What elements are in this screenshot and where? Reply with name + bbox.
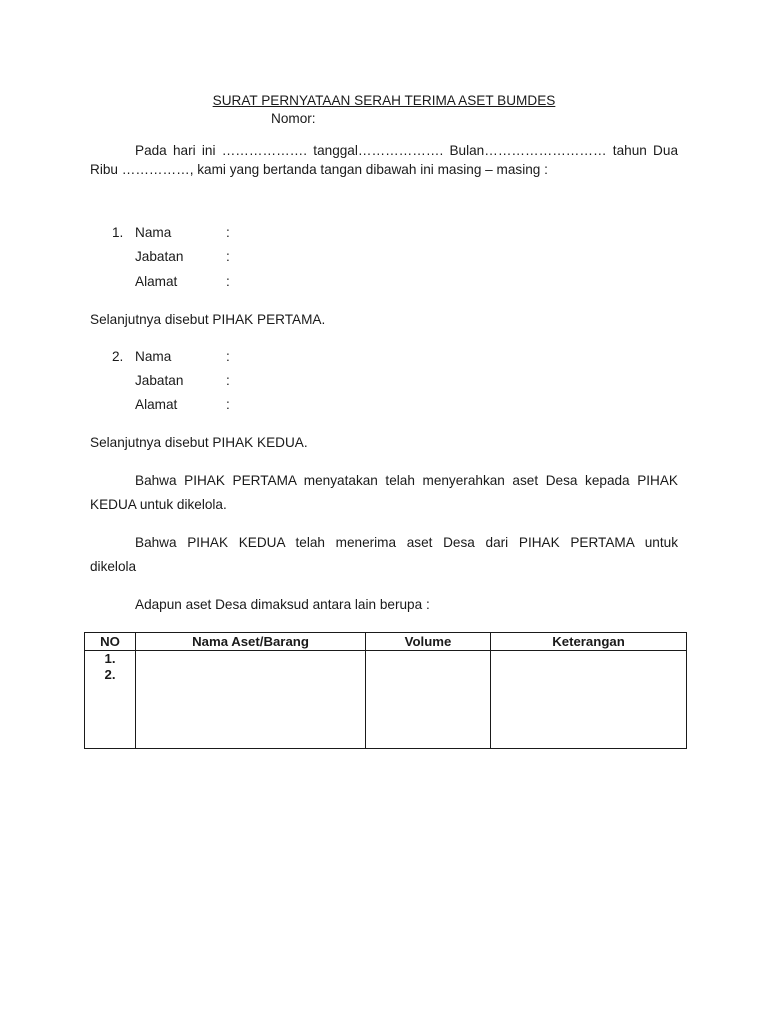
party-1-number: 1. xyxy=(112,225,124,240)
document-title: SURAT PERNYATAAN SERAH TERIMA ASET BUMDES xyxy=(212,93,556,108)
party-2-nama-colon: : xyxy=(226,349,230,364)
party-1-jabatan-label: Jabatan xyxy=(135,249,184,264)
party-2-alamat-colon: : xyxy=(226,397,230,412)
row-number-1: 1. xyxy=(104,651,116,666)
party-2-designation: Selanjutnya disebut PIHAK KEDUA. xyxy=(90,435,308,450)
document-number-label: Nomor: xyxy=(271,111,316,126)
asset-intro: Adapun aset Desa dimaksud antara lain berupa : xyxy=(135,597,430,612)
party-1-alamat-label: Alamat xyxy=(135,274,178,289)
statement-2-line-2: dikelola xyxy=(90,559,137,574)
row-number-cell xyxy=(85,651,136,749)
nama-aset-cell[interactable] xyxy=(136,651,366,749)
statement-2-line-1: Bahwa PIHAK KEDUA telah menerima aset Desa dari PIHAK PERTAMA untuk xyxy=(135,535,678,550)
volume-cell[interactable] xyxy=(366,651,491,749)
header-volume: Volume xyxy=(366,633,491,651)
row-number-2: 2. xyxy=(104,666,116,682)
party-1-nama-label: Nama xyxy=(135,225,172,240)
party-1-alamat-colon: : xyxy=(226,274,230,289)
keterangan-cell[interactable] xyxy=(491,651,687,749)
party-2-jabatan-colon: : xyxy=(226,373,230,388)
party-2-alamat-label: Alamat xyxy=(135,397,178,412)
party-2-jabatan-label: Jabatan xyxy=(135,373,184,388)
opening-line-2: Ribu ……………, kami yang bertanda tangan dibawah ini masing – masing : xyxy=(90,162,548,177)
header-no: NO xyxy=(85,633,136,651)
party-1-jabatan-colon: : xyxy=(226,249,230,264)
header-nama-aset: Nama Aset/Barang xyxy=(136,633,366,651)
party-1-designation: Selanjutnya disebut PIHAK PERTAMA. xyxy=(90,312,326,327)
party-1-nama-colon: : xyxy=(226,225,230,240)
asset-table-header-row xyxy=(85,633,687,651)
statement-1-line-2: KEDUA untuk dikelola. xyxy=(90,497,227,512)
table-row xyxy=(85,651,687,749)
header-keterangan: Keterangan xyxy=(491,633,687,651)
statement-1-line-1: Bahwa PIHAK PERTAMA menyatakan telah menyerahkan aset Desa kepada PIHAK xyxy=(135,473,678,488)
opening-line-1: Pada hari ini ………………. tanggal………………. Bulan……………………… tahun Dua xyxy=(135,143,678,158)
party-2-number: 2. xyxy=(112,349,124,364)
party-2-nama-label: Nama xyxy=(135,349,172,364)
asset-table xyxy=(84,632,687,749)
